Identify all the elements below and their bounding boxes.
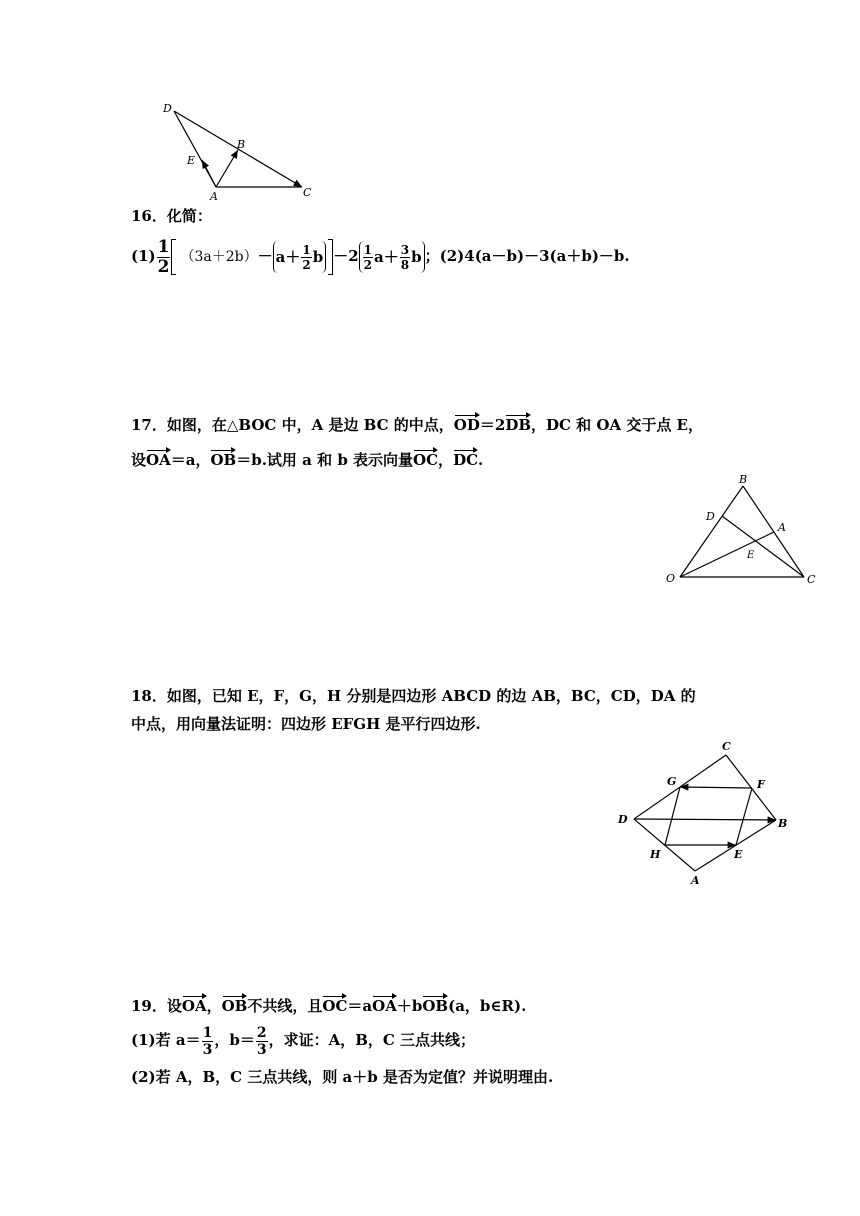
label-e: E [734,848,743,861]
label-d: D [706,510,715,523]
q18-line1: 18．如图，已知 E，F，G，H 分别是四边形 ABCD 的边 AB，BC，CD，DA 的 [131,687,696,705]
quadrilateral-abcd-figure [610,738,800,890]
left-bracket [171,239,176,275]
label-c: C [807,573,816,586]
vector-ob-2: OB [422,997,449,1015]
q18-line2: 中点，用向量法证明：四边形 EFGH 是平行四边形. [131,715,481,733]
fraction-one-third: $\frac{1}{3}$ [202,1024,213,1058]
vector-db: DB [505,416,531,434]
vector-oc: OC [413,451,439,469]
vector-oa-2: OA [372,997,397,1015]
label-c: C [722,740,731,753]
label-a: A [691,874,700,887]
vector-ob: OB [221,997,248,1015]
q16-term2: a＋ $\frac{1}{2}$ b [273,241,327,273]
vector-dc: DC [453,451,479,469]
q16-term1: （3a＋2b） [180,249,258,265]
label-b: B [739,473,748,486]
vector-ob: OB [210,451,237,469]
label-d: D [163,102,172,115]
q17-line1: 17．如图，在△BOC 中，A 是边 BC 的中点，OD＝2DB，DC 和 OA 交于点 E， [131,416,703,434]
q16-expression: (1) $\frac{1}{2}$ （3a＋2b）－ a＋ $\frac{1}{2}$ b －2 $\frac{1}{2}$ a＋ $\frac{3}{8}$ b ；(2)4(a－b)－3(a＋b)－b. [131,236,630,277]
q16-part1-label: (1) [131,247,156,265]
q16-title: 16．化简： [131,207,212,225]
label-c: C [303,186,312,199]
diagonal-db [634,819,776,820]
segment-bc [743,486,804,577]
label-a: A [778,521,786,534]
q19-line2: (1)若 a＝ $\frac{1}{3}$ ，b＝ $\frac{2}{3}$ ，求证：A，B，C 三点共线； [131,1024,476,1058]
vector-oa: OA [181,997,207,1015]
fraction-two-thirds: $\frac{2}{3}$ [256,1024,267,1058]
label-b: B [778,817,788,830]
label-b: B [237,138,246,151]
label-h: H [650,848,661,861]
q19-line3: (2)若 A，B，C 三点共线，则 a＋b 是否为定值？并说明理由. [131,1068,554,1086]
vector-oa: OA [146,451,171,469]
triangle-boc-figure [660,470,830,595]
vector-ae [202,160,216,187]
q16-term3: $\frac{1}{2}$ a＋ $\frac{3}{8}$ b [359,241,425,273]
q16-part2: (2)4(a－b)－3(a＋b)－b. [439,247,630,265]
vector-ab [216,150,238,187]
label-f: F [757,778,765,791]
label-e: E [187,154,196,167]
triangle-dbc-figure [150,95,330,210]
vector-od: OD [453,416,480,434]
fraction-half: $\frac{1}{2}$ [157,236,170,277]
label-g: G [667,775,677,788]
label-e: E [747,550,755,561]
segment-dc2 [722,516,804,577]
label-a: A [210,190,218,203]
label-o: O [666,572,676,585]
segment-gf [680,787,752,788]
segment-ob [680,486,743,577]
label-d: D [618,813,628,826]
vector-oc: OC [322,997,348,1015]
segment-oa [680,532,774,577]
q17-line2: 设OA＝a，OB＝b.试用 a 和 b 表示向量OC，DC. [131,451,484,469]
q19-line1: 19．设OA，OB不共线，且OC＝aOA＋bOB(a，b∈R). [131,997,527,1015]
